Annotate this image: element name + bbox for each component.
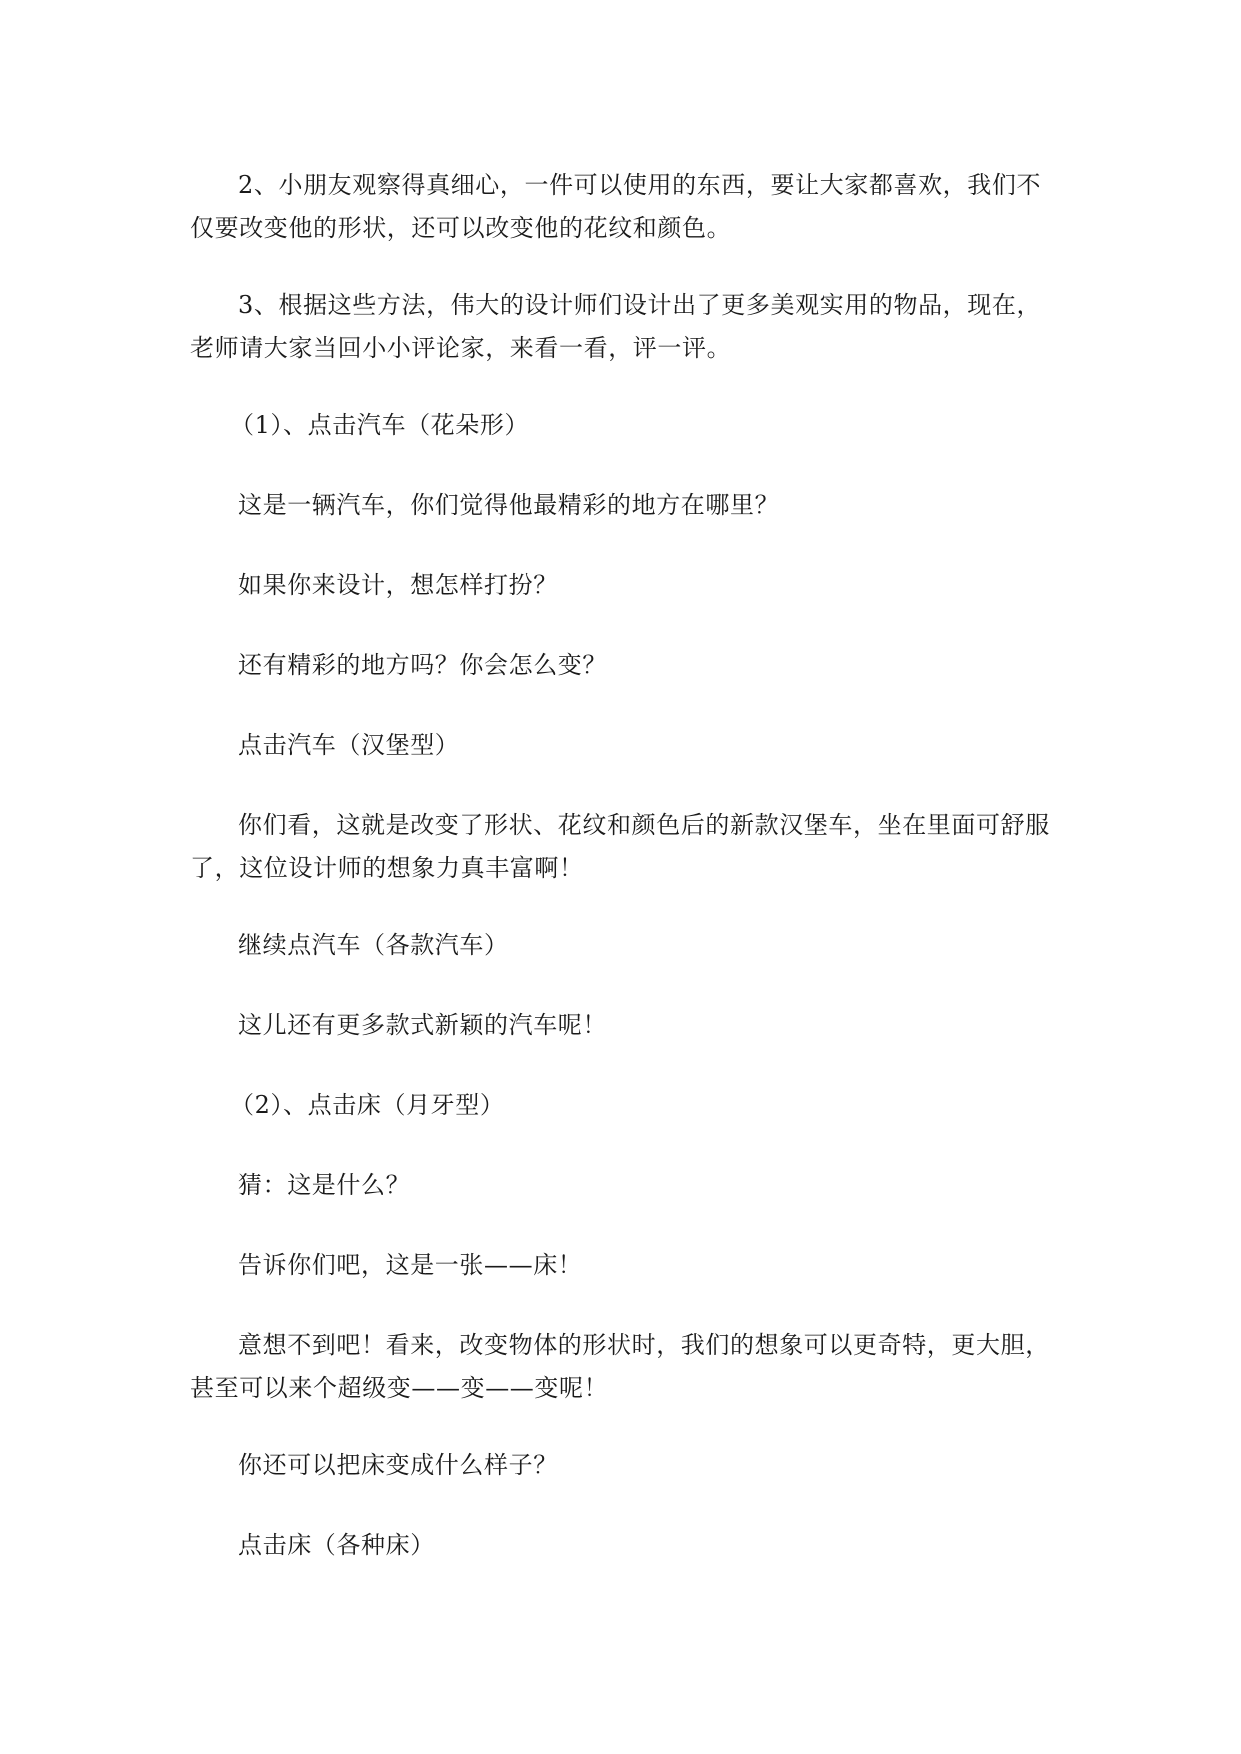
- paragraph-step-3: 3、根据这些方法，伟大的设计师们设计出了更多美观实用的物品，现在，老师请大家当回小小评论家，来看一看，评一评。: [190, 291, 1042, 362]
- paragraph-car-hamburger: 点击汽车（汉堡型）: [238, 731, 460, 759]
- paragraph-step-2: 2、小朋友观察得真细心，一件可以使用的东西，要让大家都喜欢，我们不仅要改变他的形状，还可以改变他的花纹和颜色。: [190, 171, 1042, 242]
- paragraph-bed-reveal: 告诉你们吧，这是一张——床！: [238, 1251, 583, 1279]
- paragraph-more-question: 还有精彩的地方吗？你会怎么变？: [238, 651, 607, 679]
- paragraph-car-various: 继续点汽车（各款汽车）: [238, 931, 509, 959]
- paragraph-bed-crescent: （2）、点击床（月牙型）: [230, 1091, 505, 1119]
- paragraph-bed-question: 你还可以把床变成什么样子？: [238, 1451, 558, 1479]
- paragraph-more-cars: 这儿还有更多款式新颖的汽车呢！: [238, 1011, 607, 1039]
- paragraph-bed-various: 点击床（各种床）: [238, 1531, 435, 1559]
- paragraph-hamburger-car: 你们看，这就是改变了形状、花纹和颜色后的新款汉堡车，坐在里面可舒服了，这位设计师的想象力真丰富啊！: [190, 811, 1050, 882]
- paragraph-design-question: 如果你来设计，想怎样打扮？: [238, 571, 558, 599]
- paragraph-car-flower: （1）、点击汽车（花朵形）: [230, 411, 530, 439]
- paragraph-guess: 猜：这是什么？: [238, 1171, 411, 1199]
- paragraph-car-question: 这是一辆汽车，你们觉得他最精彩的地方在哪里？: [238, 491, 780, 519]
- document-body: [190, 164, 1058, 1604]
- paragraph-imagination: 意想不到吧！看来，改变物体的形状时，我们的想象可以更奇特，更大胆，甚至可以来个超级变——变——变呢！: [190, 1331, 1050, 1402]
